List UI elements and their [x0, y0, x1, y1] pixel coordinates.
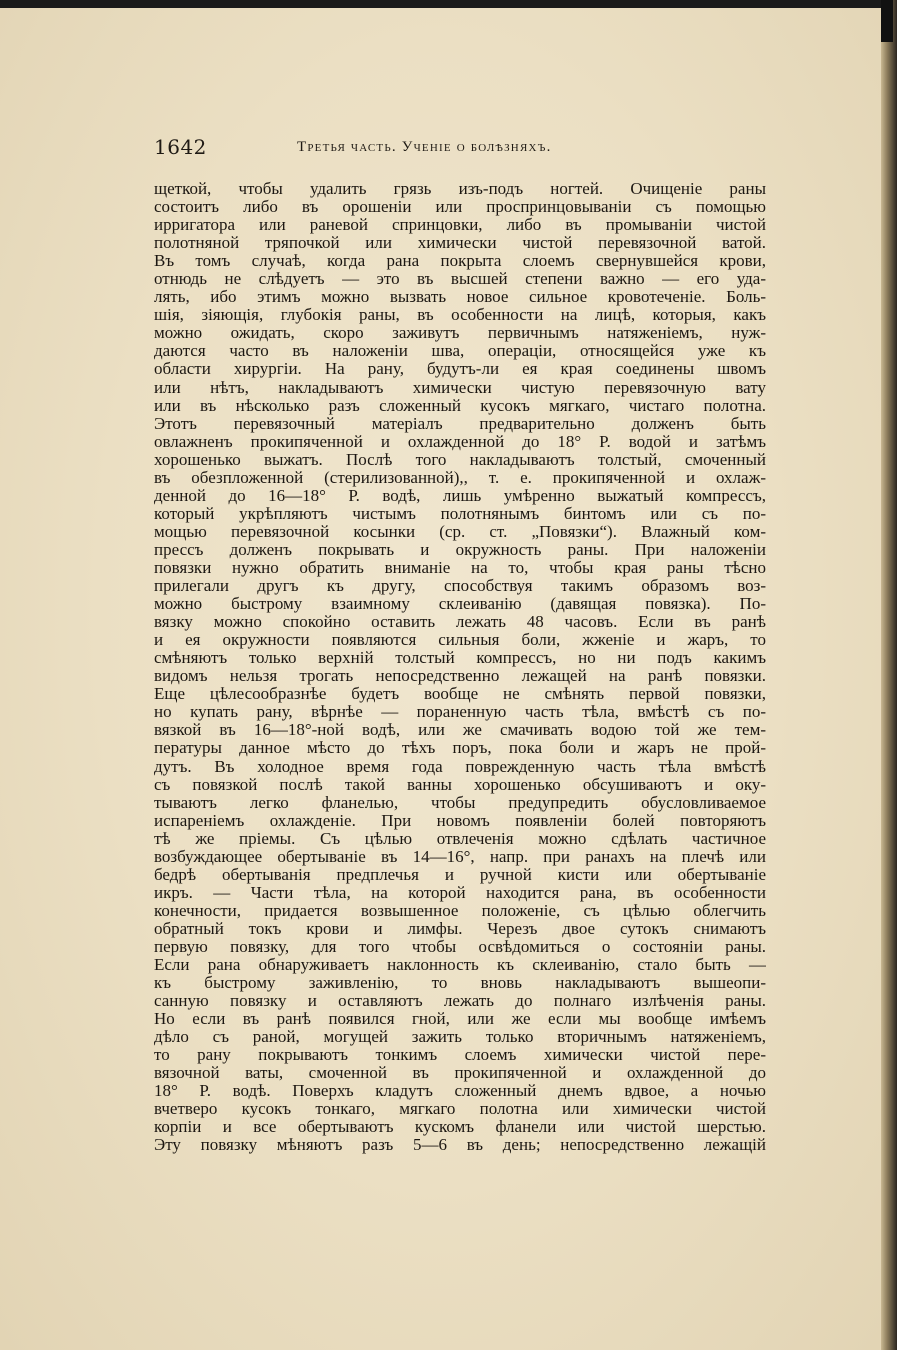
running-head-title: Третья часть. Ученіе о болѣзняхъ. [297, 139, 552, 155]
text-line: санную повязку и оставляютъ лежать до полнаго излѣченія раны. [154, 992, 766, 1011]
text-line: ирригатора или раневой спринцовки, либо въ промываніи чистой [154, 216, 766, 235]
text-line: денной до 16—18° Р. водѣ, лишь умѣренно выжатый компрессъ, [154, 486, 766, 505]
text-line: вчетверо кусокъ тонкаго, мягкаго полотна или химически чистой [154, 1100, 766, 1119]
text-line: полотняной тряпочкой или химически чистой перевязочной ватой. [154, 234, 766, 253]
text-line: обратный токъ крови и лимфы. Черезъ двое сутокъ снимаютъ [154, 919, 766, 938]
text-line: щеткой, чтобы удалить грязь изъ-подъ ногтей. Очищеніе раны [154, 180, 766, 198]
text-line: Еще цѣлесообразнѣе будетъ вообще не смѣнять первой повязки, [154, 685, 766, 704]
page-number: 1642 [154, 135, 207, 159]
scan-right-edge [881, 0, 897, 1350]
text-line: пературы данное мѣсто до тѣхъ поръ, пока боли и жаръ не прой- [154, 739, 766, 758]
text-line: икръ. — Части тѣла, на которой находится рана, въ особенности [154, 883, 766, 902]
book-page [0, 8, 881, 1350]
text-line: прилегали другъ къ другу, способствуя такимъ образомъ воз- [154, 577, 766, 596]
text-line: вязку можно спокойно оставить лежать 48 часовъ. Если въ ранѣ [154, 613, 766, 632]
text-line: Но если въ ранѣ появился гной, или же если мы вообще имѣемъ [154, 1010, 766, 1029]
text-line: области хирургіи. На рану, будутъ-ли ея края соединены швомъ [154, 360, 766, 379]
text-line: 18° Р. водѣ. Поверхъ кладутъ сложенный днемъ вдвое, а ночью [154, 1082, 766, 1101]
running-head [154, 135, 766, 165]
text-line: можно быстрому взаимному склеиванію (давящая повязка). По- [154, 595, 766, 614]
text-line: отнюдь не слѣдуетъ — это въ высшей степени важно — его уда- [154, 270, 766, 289]
text-line: видомъ нельзя трогать непосредственно лежащей на ранѣ повязки. [154, 667, 766, 686]
text-line: можно ожидать, скоро заживутъ первичнымъ натяженіемъ, нуж- [154, 324, 766, 343]
text-line: дутъ. Въ холодное время года поврежденную часть тѣла вмѣстѣ [154, 757, 766, 776]
scan-top-edge [0, 0, 897, 8]
text-line: Эту повязку мѣняютъ разъ 5—6 въ день; непосредственно лежащій [154, 1136, 766, 1155]
text-line: который укрѣпляютъ чистымъ полотнянымъ бинтомъ или съ по- [154, 504, 766, 523]
text-line: Въ томъ случаѣ, когда рана покрыта слоемъ свернувшейся крови, [154, 252, 766, 271]
text-line: дѣло съ раной, могущей зажить только вторичнымъ натяженіемъ, [154, 1028, 766, 1047]
text-line: первую повязку, для того чтобы освѣдомиться о состояніи раны. [154, 937, 766, 956]
body-text [154, 180, 766, 1155]
text-line: мощью перевязочной косынки (ср. ст. „Повязки“). Влажный ком- [154, 522, 766, 541]
text-line: вязочной ваты, смоченной въ прокипяченной и охлажденной до [154, 1064, 766, 1083]
text-line: овлажненъ прокипяченной и охлажденной до 18° Р. водой и затѣмъ [154, 432, 766, 451]
text-line: прессъ долженъ покрывать и окружность раны. При наложеніи [154, 540, 766, 559]
text-line: конечности, придается возвышенное положеніе, съ цѣлью облегчить [154, 901, 766, 920]
text-line: корпіи и все обертываютъ кускомъ фланели или чистой шерстью. [154, 1118, 766, 1137]
text-line: къ быстрому заживленію, то вновь накладываютъ вышеопи- [154, 974, 766, 993]
text-line: Этотъ перевязочный матеріалъ предварительно долженъ быть [154, 414, 766, 433]
text-line: то рану покрываютъ тонкимъ слоемъ химически чистой пере- [154, 1046, 766, 1065]
text-line: лять, ибо этимъ можно вызвать новое сильное кровотеченіе. Боль- [154, 288, 766, 307]
text-line: и ея окружности появляются сильныя боли, жженіе и жаръ, то [154, 631, 766, 650]
scan-right-edge-shadow [881, 0, 893, 42]
text-line: испареніемъ охлажденіе. При новомъ появленіи болей повторяютъ [154, 811, 766, 830]
text-line: съ повязкой послѣ такой ванны хорошенько обсушиваютъ и оку- [154, 775, 766, 794]
text-line: Если рана обнаруживаетъ наклонность къ склеиванію, стало быть — [154, 956, 766, 975]
text-line: смѣняютъ только верхній толстый компрессъ, но ни подъ какимъ [154, 649, 766, 668]
text-line: тываютъ легко фланелью, чтобы предупредить обусловливаемое [154, 793, 766, 812]
text-line: повязки нужно обратить вниманіе на то, чтобы края раны тѣсно [154, 558, 766, 577]
text-line: бедрѣ обертыванія предплечья и ручной кисти или обертываніе [154, 865, 766, 884]
text-line: но купать рану, вѣрнѣе — пораненную часть тѣла, вмѣстѣ съ по- [154, 703, 766, 722]
text-line: въ обезпложенной (стерилизованной),, т. е. прокипяченной и охлаж- [154, 468, 766, 487]
text-line: или нѣтъ, накладываютъ химически чистую перевязочную вату [154, 378, 766, 397]
text-line: состоитъ либо въ орошеніи или проспринцовываніи съ помощью [154, 198, 766, 217]
text-line: возбуждающее обертываніе въ 14—16°, напр. при ранахъ на плечѣ или [154, 847, 766, 866]
text-line: шія, зіяющія, глубокія раны, въ особенности на лицѣ, которыя, какъ [154, 306, 766, 325]
text-line: хорошенько выжатъ. Послѣ того накладываютъ толстый, смоченный [154, 450, 766, 469]
text-line: даются часто въ наложеніи шва, операціи, относящейся уже къ [154, 342, 766, 361]
text-line: тѣ же пріемы. Съ цѣлью отвлеченія можно сдѣлать частичное [154, 829, 766, 848]
text-line: вязкой въ 16—18°-ной водѣ, или же смачивать водою той же тем- [154, 721, 766, 740]
text-line: или въ нѣсколько разъ сложенный кусокъ мягкаго, чистаго полотна. [154, 396, 766, 415]
